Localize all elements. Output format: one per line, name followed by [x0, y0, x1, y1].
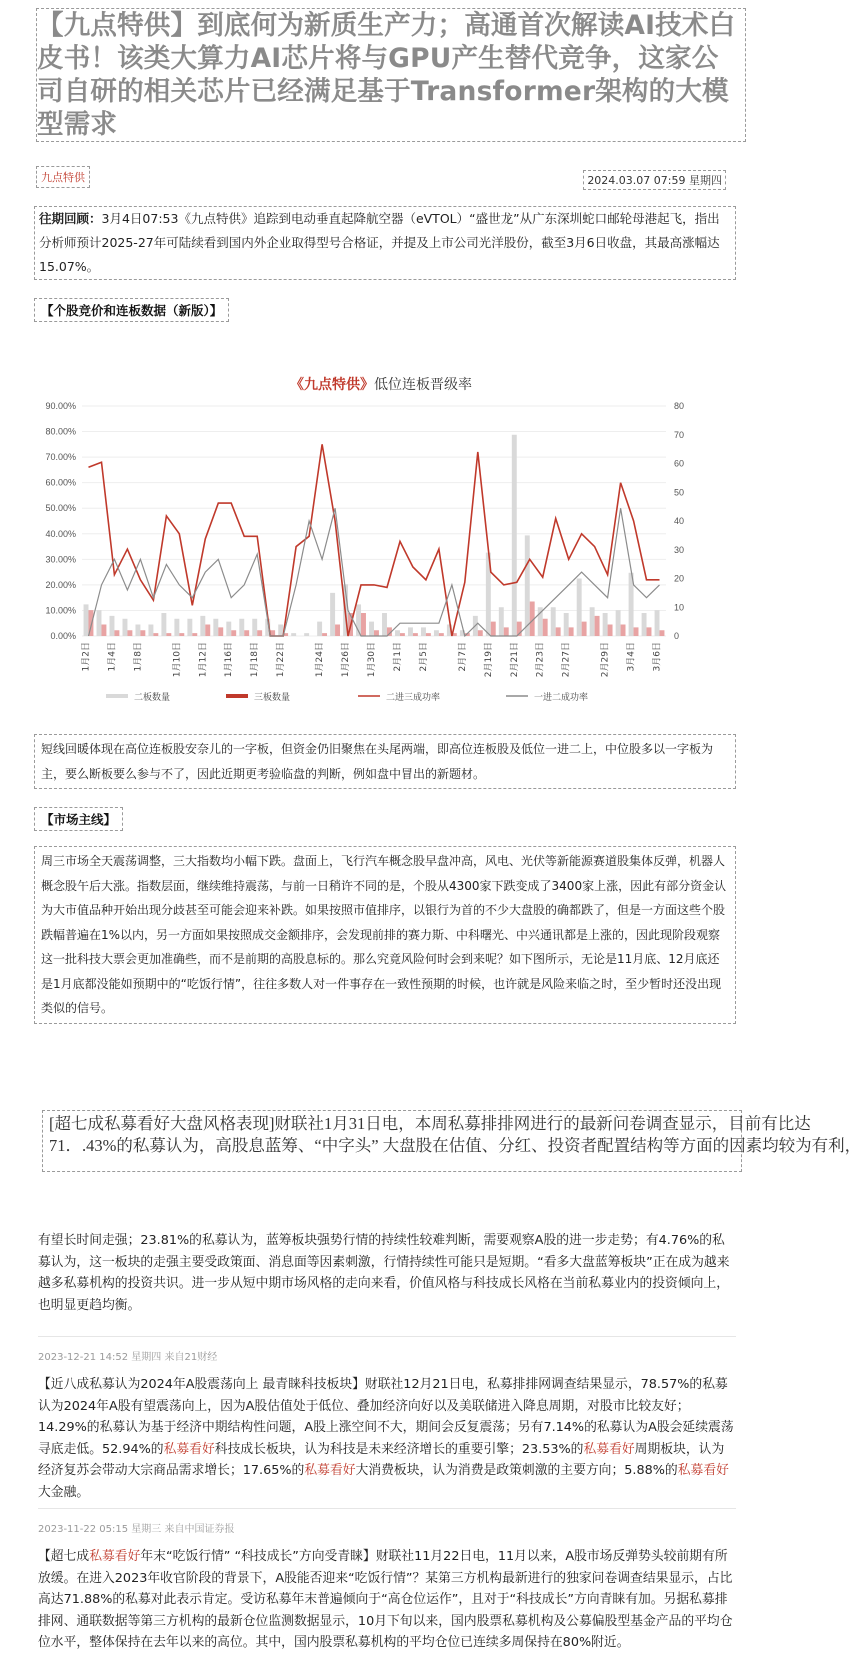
text-run: 年末“吃饭行情” “科技成长”方向受青睐】财联社11月22日电，11月以来，A股市场反弹势头较前期有所放缓。在进入2023年收官阶段的背景下，A股能否迎来“吃饭行情”？某第三方机构最新进行的独家问卷调查结果显示，占比高达71.88%的私募对此表示肯定。受访私募年末普遍倾向于“高仓位运作”，且对于“科技成长”方向青睐有加。另据私募排排网、通联数据等第三方机构的最新仓位监测数据显示，10月下旬以来，国内股票私募机构及公募偏股型基金产品的平均仓位水平，整体保持在去年以来的高位。其中，国内股票私募机构的平均仓位已连续多周保持在80%附近。: [38, 1549, 733, 1650]
bar-three-board: [127, 630, 132, 636]
market-commentary: 周三市场全天震荡调整，三大指数均小幅下跌。盘面上，飞行汽车概念股早盘冲高，风电、光伏等新能源赛道股集体反弹，机器人概念股午后大涨。指数层面，继续维持震荡，与前一日稍许不同的是，个股从4300家下跌变成了3400家上涨，因此有部分资金认为大市值品种开始出现分歧甚至可能会迎来补跌。如果按照市值排序，以银行为首的不少大盘股的确都跌了，但是一方面这些个股跌幅普遍在1%以内，另一方面如果按照成交金额排序，会发现前排的赛力斯、中科曙光、中兴通讯都是上涨的，因此现阶段观察这一批科技大票会更加准确些，而不是前期的高股息标的。那么究竟风险何时会到来呢？如下图所示，无论是11月底、12月底还是1月底都没能如预期中的“吃饭行情”，往往多数人对一件事存在一致性预期的时候，也许就是风险来临之时，至少暂时还没出现类似的信号。: [34, 846, 736, 1024]
bar-three-board: [634, 627, 639, 636]
left-tick-label: 90.00%: [45, 401, 76, 411]
section-title-stock-data: 【个股竞价和连板数据（新版）】: [34, 298, 229, 322]
bar-three-board: [621, 625, 626, 637]
right-tick-label: 80: [674, 401, 685, 411]
article-headline: 【九点特供】到底何为新质生产力；高通首次解读AI技术白皮书！该类大算力AI芯片将与GPU产生替代竞争，这家公司自研的相关芯片已经满足基于Transformer架构的大模型需求: [36, 8, 746, 142]
x-tick-label: 1月30日: [367, 642, 377, 678]
text-run: 科技成长板块，认为科技是未来经济增长的重要引擎；23.53%的: [214, 1441, 584, 1457]
intro-paragraph: [34, 206, 736, 280]
bar-two-board: [512, 435, 517, 636]
bar-three-board: [413, 633, 418, 636]
bar-two-board: [317, 622, 322, 636]
bar-three-board: [335, 625, 340, 637]
bar-three-board: [179, 633, 184, 636]
bar-two-board: [330, 593, 335, 636]
right-tick-label: 10: [674, 602, 685, 613]
bar-two-board: [122, 619, 127, 636]
bar-three-board: [647, 627, 652, 636]
legend-label: 二板数量: [134, 693, 171, 703]
bar-two-board: [369, 622, 374, 636]
bar-two-board: [655, 610, 660, 636]
bar-three-board: [595, 616, 600, 636]
x-tick-label: 1月22日: [276, 642, 287, 678]
legend-label: 一进二成功率: [534, 693, 589, 703]
publish-date: 2024.03.07 07:59 星期四: [583, 170, 726, 190]
bar-three-board: [504, 627, 509, 636]
x-tick-label: 1月12日: [198, 642, 209, 678]
x-tick-label: 3月4日: [626, 642, 637, 672]
chart-title-suffix: 低位连板晋级率: [374, 377, 472, 393]
bar-three-board: [374, 630, 379, 636]
x-tick-label: 3月6日: [652, 642, 663, 672]
legend-label: 二进三成功率: [386, 693, 441, 703]
x-tick-label: 2月1日: [392, 642, 403, 672]
article-bottom: [0, 1096, 861, 1680]
bar-two-board: [616, 610, 621, 636]
news-paragraph-3: [38, 1546, 736, 1654]
bar-two-board: [395, 630, 400, 636]
chart-title: [36, 374, 726, 394]
x-tick-label: 1月4日: [107, 642, 118, 672]
x-tick-label: 2月5日: [418, 642, 429, 672]
promotion-rate-chart: [36, 398, 726, 724]
x-tick-label: 2月19日: [483, 642, 494, 678]
bar-three-board: [543, 619, 548, 636]
bar-two-board: [499, 607, 504, 636]
left-tick-label: 40.00%: [45, 528, 76, 539]
bar-three-board: [101, 625, 106, 637]
bar-three-board: [556, 627, 561, 636]
bar-three-board: [270, 630, 275, 636]
x-tick-label: 1月10日: [172, 642, 183, 678]
bar-three-board: [361, 613, 366, 636]
bar-three-board: [660, 630, 665, 636]
text-run: 周期板块，认为经济复苏会带动大宗商品需求增长；17.65%的: [38, 1441, 725, 1478]
bar-two-board: [304, 633, 309, 636]
bar-two-board: [135, 625, 140, 637]
bar-three-board: [140, 630, 145, 636]
bar-three-board: [582, 622, 587, 636]
highlight-keyword: 私募看好: [583, 1441, 635, 1457]
bar-two-board: [382, 613, 387, 636]
chart-container: [36, 362, 726, 724]
bar-two-board: [200, 616, 205, 636]
x-tick-label: 2月29日: [600, 642, 611, 678]
left-tick-label: 10.00%: [45, 605, 76, 616]
x-tick-label: 2月23日: [535, 642, 546, 678]
bar-three-board: [114, 630, 119, 636]
bar-two-board: [278, 625, 283, 637]
bar-two-board: [603, 613, 608, 636]
left-tick-label: 80.00%: [45, 426, 76, 437]
bar-two-board: [226, 622, 231, 636]
bar-two-board: [642, 613, 647, 636]
right-tick-label: 70: [674, 429, 685, 440]
left-tick-label: 60.00%: [45, 477, 76, 488]
bar-three-board: [491, 622, 496, 636]
bar-two-board: [84, 604, 89, 636]
bar-two-board: [239, 619, 244, 636]
text-run: 【近八成私募认为2024年A股震荡向上 最青睐科技板块】财联社12月21日电，私募排排网调查结果显示，78.57%的私募认为2024年A股有望震荡向上，因为A股估值处于低位、叠加经济向好以及美联储进入降息周期，对股市比较友好；14.29%的私募认为基于经济中期结构性问题，A股上涨空间不大，期间会反复震荡；另有7.14%的私募认为A股会延续震荡寻底走低。52.94%的: [38, 1377, 734, 1457]
quote-line-2: 71．.43%的私募认为，高股息蓝筹、“中字头” 大盘股在估值、分红、投资者配置结构等方面的因素均较为有利，: [49, 1136, 861, 1155]
intro-label: 往期回顾：: [39, 211, 102, 226]
bar-three-board: [257, 630, 262, 636]
bar-three-board: [205, 625, 210, 637]
right-tick-label: 20: [674, 573, 685, 584]
bar-two-board: [564, 613, 569, 636]
left-tick-label: 70.00%: [45, 452, 76, 463]
chart-commentary: 短线回暖体现在高位连板股安奈儿的一字板，但资金仍旧聚焦在头尾两端，即高位连板股及低位一进二上，中位股多以一字板为主，要么断板要么参与不了，因此近期更考验临盘的判断，例如盘中冒出的新题材。: [34, 734, 736, 789]
bar-three-board: [569, 627, 574, 636]
bar-two-board: [590, 607, 595, 636]
bar-two-board: [97, 610, 102, 636]
news-paragraph-1: 有望长时间走强；23.81%的私募认为，蓝筹板块强势行情的持续性较难判断，需要观察A股的进一步走势；有4.76%的私募认为，这一板块的走强主要受政策面、消息面等因素刺激，行情持续性可能只是短期。“看多大盘蓝筹板块”正在成为越来越多私募机构的投资共识。进一步从短中期市场风格的走向来看，价值风格与科技成长风格在当前私募业内的投资倾向上，也明显更趋均衡。: [38, 1233, 730, 1313]
news-meta-2: 2023-11-22 05:15 星期三 来自中国证券报: [38, 1524, 235, 1535]
x-tick-label: 1月16日: [224, 642, 235, 678]
right-tick-label: 60: [674, 458, 685, 469]
left-tick-label: 50.00%: [45, 503, 76, 514]
text-run: 大金融。: [38, 1484, 90, 1500]
highlight-keyword: 私募看好: [304, 1463, 356, 1478]
bar-three-board: [400, 633, 405, 636]
bar-two-board: [291, 633, 296, 636]
x-tick-label: 1月18日: [250, 642, 261, 678]
left-tick-label: 20.00%: [45, 579, 76, 590]
bar-two-board: [187, 619, 192, 636]
right-tick-label: 30: [674, 544, 685, 555]
legend-swatch: [106, 694, 128, 698]
bar-two-board: [213, 619, 218, 636]
right-tick-label: 50: [674, 487, 685, 498]
divider: [38, 1336, 736, 1337]
bar-two-board: [408, 627, 413, 636]
text-run: 大消费板块，认为消费是政策刺激的主要方向；5.88%的: [355, 1463, 678, 1478]
right-tick-label: 0: [674, 631, 680, 641]
bar-two-board: [161, 613, 166, 636]
bar-three-board: [166, 633, 171, 636]
x-tick-label: 2月21日: [509, 642, 520, 678]
source-tag[interactable]: 九点特供: [36, 166, 90, 188]
legend-swatch: [226, 694, 248, 698]
bar-two-board: [577, 579, 582, 637]
bar-two-board: [551, 607, 556, 636]
x-tick-label: 1月24日: [315, 642, 326, 678]
line-one-to-two-rate: [89, 444, 660, 636]
text-run: 【超七成: [38, 1549, 90, 1564]
bar-two-board: [110, 616, 115, 636]
right-tick-label: 40: [674, 516, 685, 526]
bar-two-board: [174, 619, 179, 636]
intro-text: 3月4日07:53《九点特供》追踪到电动垂直起降航空器（eVTOL）“盛世龙”从广东深圳蛇口邮轮母港起飞，指出分析师预计2025-27年可陆续看到国内外企业取得型号合格证，并提及上市公司光洋股份，截至3月6日收盘，其最高涨幅达15.07%。: [39, 211, 720, 274]
bar-three-board: [192, 633, 197, 636]
bar-three-board: [322, 633, 327, 636]
divider: [38, 1508, 736, 1509]
x-tick-label: 2月7日: [457, 642, 468, 672]
left-tick-label: 30.00%: [45, 554, 76, 565]
x-tick-label: 1月8日: [133, 642, 144, 672]
bar-three-board: [244, 630, 249, 636]
quoted-news-box: [42, 1110, 861, 1172]
bar-three-board: [218, 627, 223, 636]
bar-two-board: [148, 625, 153, 637]
bar-three-board: [439, 633, 444, 636]
legend-label: 三板数量: [254, 693, 291, 703]
bar-two-board: [434, 630, 439, 636]
x-tick-label: 1月26日: [341, 642, 352, 678]
highlight-keyword: 私募看好: [677, 1463, 729, 1478]
bar-three-board: [608, 625, 613, 637]
chart-title-prefix: 《九点特供》: [290, 377, 374, 393]
section-title-market: 【市场主线】: [34, 807, 123, 831]
left-tick-label: 0.00%: [50, 631, 76, 641]
news-paragraph-2: [38, 1374, 736, 1503]
bar-three-board: [231, 630, 236, 636]
bar-two-board: [421, 627, 426, 636]
bar-two-board: [252, 619, 257, 636]
quote-line-1: [超七成私募看好大盘风格表现]财联社1月31日电，本周私募排排网进行的最新问卷调查显示，目前有比达: [49, 1114, 811, 1133]
bar-three-board: [153, 633, 158, 636]
bar-three-board: [478, 630, 483, 636]
bar-two-board: [525, 535, 530, 636]
x-tick-label: 2月27日: [561, 642, 572, 678]
news-meta-1: 2023-12-21 14:52 星期四 来自21财经: [38, 1352, 218, 1363]
bar-three-board: [426, 633, 431, 636]
highlight-keyword: 私募看好: [163, 1441, 215, 1457]
highlight-keyword: 私募看好: [89, 1549, 141, 1564]
x-tick-label: 1月2日: [81, 642, 92, 672]
